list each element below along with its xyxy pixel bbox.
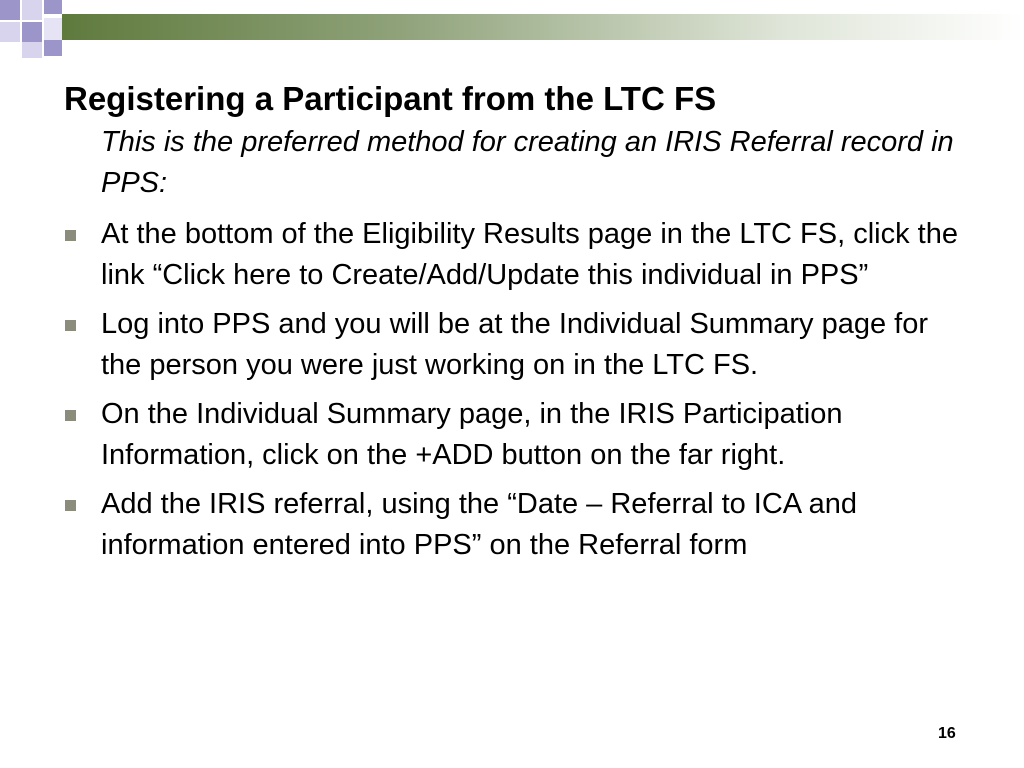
bullet-item: [60, 394, 960, 476]
deco-square-3: [44, 0, 62, 14]
deco-square-5: [22, 22, 42, 42]
deco-square-8: [44, 40, 62, 56]
slide-subtitle: This is the preferred method for creating an IRIS Referral record in PPS:: [101, 126, 954, 199]
deco-square-4: [0, 22, 20, 42]
deco-square-1: [0, 0, 20, 20]
bullet-text: Add the IRIS referral, using the “Date – Referral to ICA and information entered into PPS” on the Referral form: [101, 488, 857, 561]
bullet-text: On the Individual Summary page, in the IRIS Participation Information, click on the +ADD button on the far right.: [101, 398, 843, 471]
bullet-text: Log into PPS and you will be at the Individual Summary page for the person you were just working on in the LTC FS.: [101, 308, 928, 381]
square-bullet-icon: [65, 500, 76, 511]
deco-square-7: [22, 42, 42, 58]
bullet-text: At the bottom of the Eligibility Results page in the LTC FS, click the link “Click here to Create/Add/Update this individual in PPS”: [101, 218, 958, 291]
square-bullet-icon: [65, 230, 76, 241]
bullet-list: [60, 214, 960, 574]
slide-title: Registering a Participant from the LTC FS: [64, 80, 717, 117]
page-number: 16: [938, 725, 956, 742]
bullet-item: [60, 214, 960, 296]
deco-square-6: [44, 18, 62, 40]
bullet-item: [60, 484, 960, 566]
bullet-item: [60, 304, 960, 386]
square-bullet-icon: [65, 410, 76, 421]
square-bullet-icon: [65, 320, 76, 331]
header-gradient-band: [62, 14, 1024, 40]
header-decoration: [0, 0, 1024, 60]
deco-square-2: [22, 0, 42, 20]
